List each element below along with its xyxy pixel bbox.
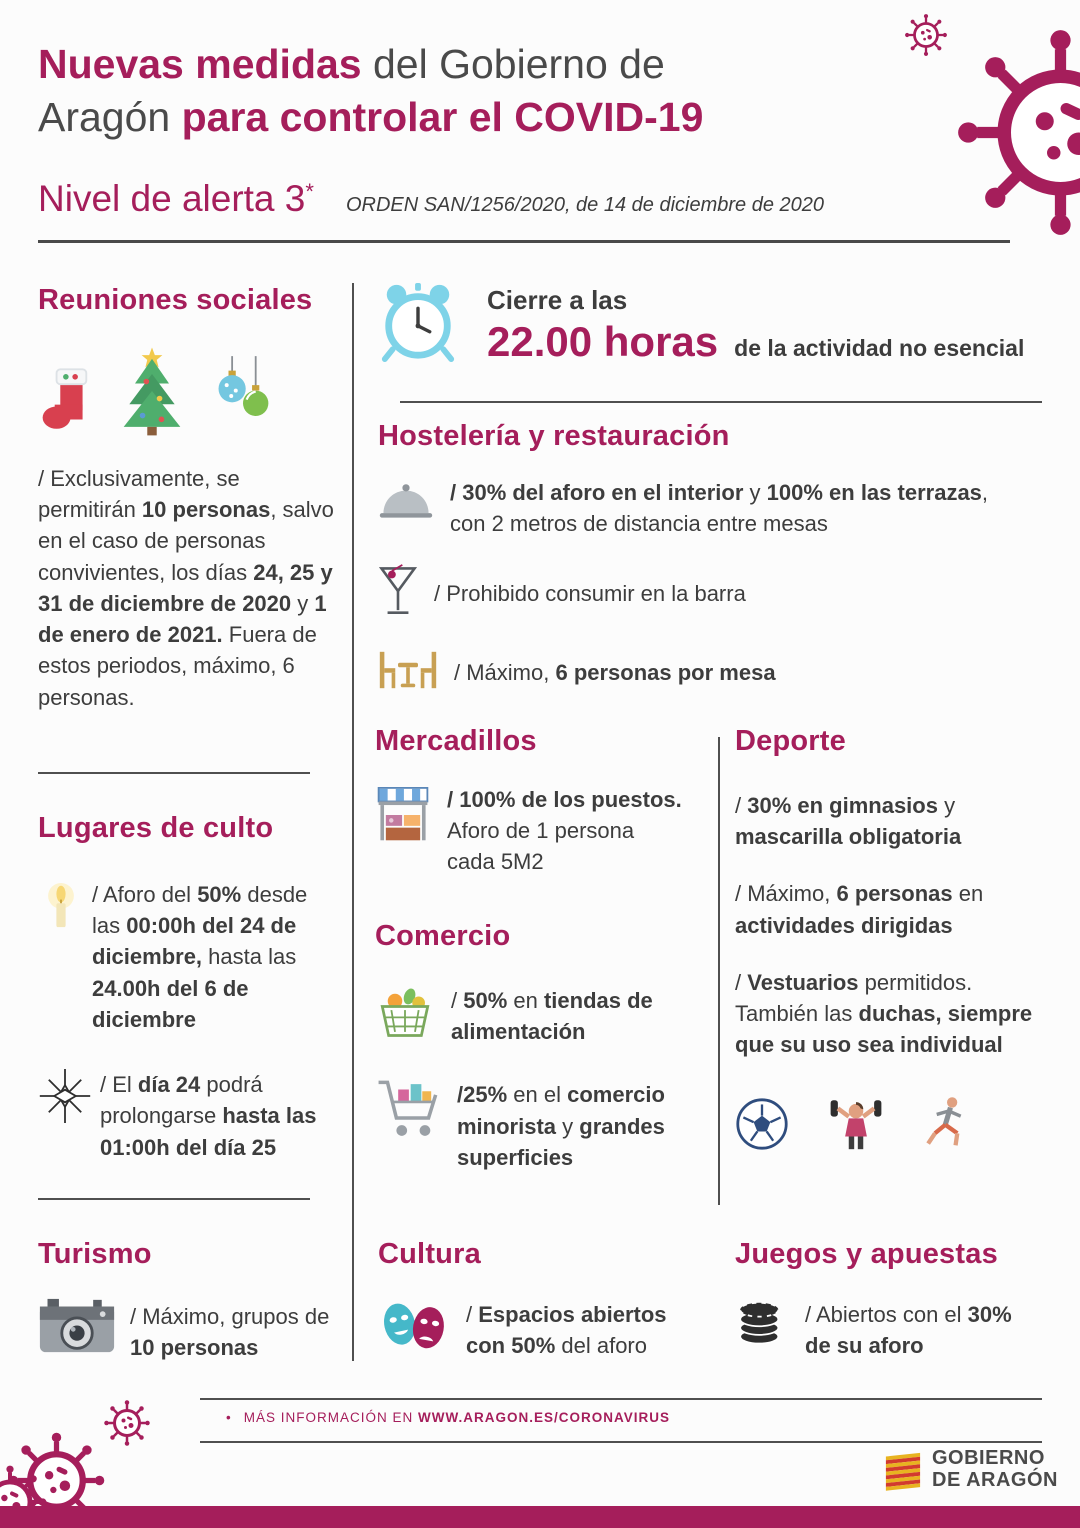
section-title: Hostelería y restauración bbox=[378, 420, 730, 452]
weightlifting-icon bbox=[827, 1093, 885, 1151]
divider bbox=[718, 737, 720, 1205]
bottom-accent-bar bbox=[0, 1506, 1080, 1528]
info-prefix: MÁS INFORMACIÓN EN bbox=[243, 1410, 418, 1425]
item-text: / Espacios abiertos con 50% del aforo bbox=[466, 1302, 667, 1359]
list-item bbox=[38, 1295, 344, 1363]
list-item bbox=[38, 1069, 344, 1163]
section-title: Lugares de culto bbox=[38, 812, 274, 844]
divider bbox=[352, 283, 354, 1361]
poker-chips-icon bbox=[735, 1295, 787, 1352]
list-item bbox=[378, 477, 1040, 539]
section-title: Reuniones sociales bbox=[38, 284, 313, 316]
christmas-icons-row bbox=[38, 337, 340, 437]
baubles-icon bbox=[214, 355, 272, 437]
alert-level-row bbox=[38, 178, 824, 220]
serving-dish-icon bbox=[378, 477, 434, 529]
aragon-flag-icon bbox=[884, 1449, 922, 1491]
sports-icons-row bbox=[735, 1093, 1047, 1151]
item-text: / Máximo, grupos de 10 personas bbox=[130, 1304, 330, 1361]
header-divider bbox=[38, 240, 1010, 243]
title-line-1: Nuevas medidas del Gobierno de bbox=[38, 41, 665, 87]
section-turismo bbox=[38, 1238, 344, 1363]
divider bbox=[400, 401, 1042, 403]
closure-banner bbox=[377, 281, 1042, 368]
virus-icon bbox=[948, 20, 1080, 245]
list-item bbox=[375, 1075, 715, 1173]
closure-line2: de la actividad no esencial bbox=[734, 335, 1025, 361]
theater-masks-icon bbox=[378, 1295, 450, 1360]
runner-icon bbox=[923, 1095, 971, 1151]
alarm-clock-icon bbox=[377, 281, 459, 368]
camera-icon bbox=[38, 1295, 116, 1363]
candle-icon bbox=[38, 879, 84, 938]
item-text: / 30% del aforo en el interior y 100% en las terrazas, con 2 metros de distancia entre mesas bbox=[450, 480, 989, 537]
order-reference: ORDEN SAN/1256/2020, de 14 de diciembre de 2020 bbox=[345, 194, 825, 216]
gov-logo-text: GOBIERNO DE ARAGÓN bbox=[932, 1447, 1058, 1491]
closure-text bbox=[487, 285, 1024, 366]
list-item bbox=[375, 784, 705, 878]
divider bbox=[38, 1198, 310, 1200]
page-title bbox=[38, 38, 918, 144]
christmas-tree-icon bbox=[118, 345, 186, 437]
title-line-2: Aragón para controlar el COVID-19 bbox=[38, 94, 704, 140]
soccer-ball-icon bbox=[735, 1097, 789, 1151]
section-comercio bbox=[375, 920, 715, 1173]
section-title: Turismo bbox=[38, 1238, 152, 1270]
item-text: / Abiertos con el 30% de su aforo bbox=[805, 1302, 1012, 1359]
list-item bbox=[38, 879, 344, 1035]
item-text: /25% en el comercio minorista y grandes superficies bbox=[457, 1082, 665, 1170]
alert-asterisk: * bbox=[305, 179, 314, 204]
section-juegos-y-apuestas bbox=[735, 1238, 1065, 1361]
list-item bbox=[375, 981, 715, 1047]
item-text: / 50% en tiendas de alimentación bbox=[451, 988, 653, 1045]
item-text: / 30% en gimnasios y mascarilla obligatoria bbox=[735, 793, 962, 850]
item-text: / Máximo, 6 personas en actividades dirigidas bbox=[735, 881, 984, 938]
section-lugares-de-culto bbox=[38, 812, 344, 1163]
virus-icon bbox=[102, 1398, 152, 1448]
item-text: / El día 24 podrá prolongarse hasta las 01:00h del día 25 bbox=[100, 1072, 317, 1160]
gobierno-de-aragon-logo bbox=[884, 1448, 1058, 1491]
closure-time: 22.00 horas bbox=[487, 318, 719, 365]
section-deporte bbox=[735, 725, 1047, 1151]
section-cultura bbox=[378, 1238, 718, 1361]
bullet: • bbox=[226, 1410, 232, 1425]
item-text: / Máximo, 6 personas por mesa bbox=[454, 660, 776, 686]
item-text: / Vestuarios permitidos. También las duchas, siempre que su uso sea individual bbox=[735, 969, 1033, 1058]
item-text: / 100% de los puestos. Aforo de 1 persona cada 5M2 bbox=[447, 787, 682, 875]
shopping-cart-icon bbox=[375, 1075, 441, 1150]
stocking-icon bbox=[38, 363, 90, 437]
grocery-basket-icon bbox=[375, 981, 435, 1046]
section-mercadillos bbox=[375, 725, 705, 878]
list-item bbox=[378, 1295, 718, 1361]
list-item bbox=[378, 648, 1040, 697]
divider bbox=[200, 1441, 1042, 1443]
item-text: / Prohibido consumir en la barra bbox=[434, 581, 746, 607]
star-icon bbox=[38, 1069, 92, 1128]
table-and-chairs-icon bbox=[378, 648, 438, 697]
section-body: / Exclusivamente, se permitirán 10 personas, salvo en el caso de personas convivientes, los días 24, 25 y 31 de diciembre de 2020 y 1 de enero de 2021. Fuera de estos periodos, máximo, 6 personas. bbox=[38, 466, 334, 710]
section-title: Juegos y apuestas bbox=[735, 1238, 998, 1270]
section-hosteleria bbox=[378, 420, 1040, 697]
divider bbox=[38, 772, 310, 774]
item-text: / Aforo del 50% desde las 00:00h del 24 de diciembre, hasta las 24.00h del 6 de diciembre bbox=[92, 882, 308, 1032]
closure-line1: Cierre a las bbox=[487, 285, 628, 315]
market-stall-icon bbox=[375, 784, 431, 851]
section-reuniones-sociales bbox=[38, 284, 340, 713]
divider bbox=[200, 1398, 1042, 1400]
virus-icon bbox=[903, 12, 949, 58]
list-item bbox=[378, 563, 1040, 624]
cocktail-icon bbox=[378, 563, 418, 624]
section-title: Mercadillos bbox=[375, 725, 537, 757]
list-item bbox=[735, 1295, 1065, 1361]
section-title: Cultura bbox=[378, 1238, 481, 1270]
info-url-link[interactable]: WWW.ARAGON.ES/CORONAVIRUS bbox=[418, 1410, 670, 1425]
section-title: Deporte bbox=[735, 725, 846, 757]
alert-level: Nivel de alerta 3 bbox=[38, 178, 306, 219]
more-info-line bbox=[226, 1410, 670, 1425]
section-title: Comercio bbox=[375, 920, 511, 952]
